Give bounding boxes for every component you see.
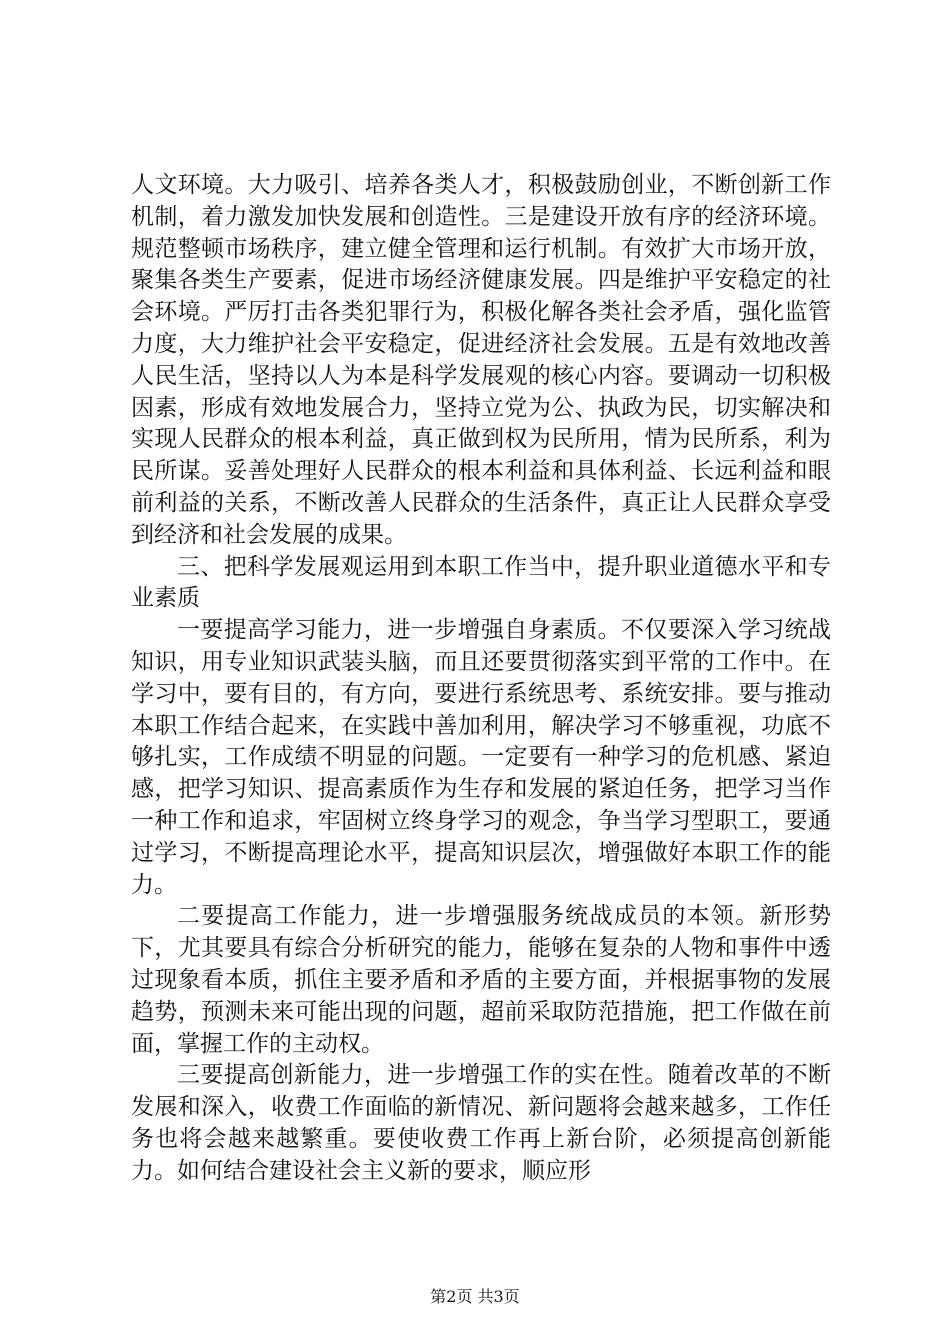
page-number-footer: 第2页 共3页 — [430, 1287, 520, 1306]
document-body — [131, 170, 831, 1188]
paragraph-1: 人文环境。大力吸引、培养各类人才，积极鼓励创业，不断创新工作机制，着力激发加快发展和创造性。三是建设开放有序的经济环境。规范整顿市场秩序，建立健全管理和运行机制。有效扩大市场开放，聚集各类生产要素，促进市场经济健康发展。四是维护平安稳定的社会环境。严厉打击各类犯罪行为，积极化解各类社会矛盾，强化监管力度，大力维护社会平安稳定，促进经济社会发展。五是有效地改善人民生活，坚持以人为本是科学发展观的核心内容。要调动一切积极因素，形成有效地发展合力，坚持立党为公、执政为民，切实解决和实现人民群众的根本利益，真正做到权为民所用，情为民所系，利为民所谋。妥善处理好人民群众的根本利益和具体利益、长远利益和眼前利益的关系，不断改善人民群众的生活条件，真正让人民群众享受到经济和社会发展的成果。 — [131, 172, 831, 548]
section-heading: 三、把科学发展观运用到本职工作当中，提升职业道德水平和专业素质 — [131, 553, 831, 612]
paragraph-4: 三要提高创新能力，进一步增强工作的实在性。随着改革的不断发展和深入，收费工作面临的新情况、新问题将会越来越多，工作任务也将会越来越繁重。要使收费工作再上新台阶，必须提高创新能力。如何结合建设社会主义新的要求，顺应形 — [131, 1062, 831, 1184]
paragraph-3: 二要提高工作能力，进一步增强服务统战成员的本领。新形势下，尤其要具有综合分析研究的能力，能够在复杂的人物和事件中透过现象看本质，抓住主要矛盾和矛盾的主要方面，并根据事物的发展趋势，预测未来可能出现的问题，超前采取防范措施，把工作做在前面，掌握工作的主动权。 — [131, 903, 831, 1057]
paragraph-2: 一要提高学习能力，进一步增强自身素质。不仅要深入学习统战知识，用专业知识武装头脑，而且还要贯彻落实到平常的工作中。在学习中，要有目的，有方向，要进行系统思考、系统安排。要与推动本职工作结合起来，在实践中善加利用，解决学习不够重视，功底不够扎实，工作成绩不明显的问题。一定要有一种学习的危机感、紧迫感，把学习知识、提高素质作为生存和发展的紧迫任务，把学习当作一种工作和追求，牢固树立终身学习的观念，争当学习型职工，要通过学习，不断提高理论水平，提高知识层次，增强做好本职工作的能力。 — [131, 617, 831, 898]
